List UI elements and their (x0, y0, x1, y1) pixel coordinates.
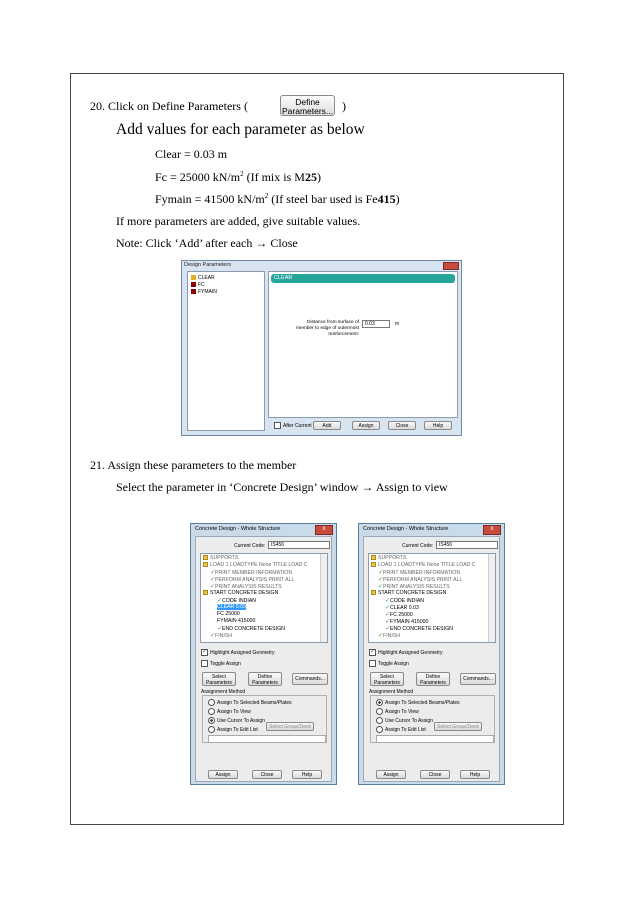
select-group-button[interactable]: Select Group/Deck (266, 722, 314, 731)
panel-header: CLEAR (271, 274, 455, 283)
tree-item[interactable]: START CONCRETE DESIGN (371, 590, 446, 596)
assign-button[interactable]: Assign (208, 770, 238, 779)
close-button[interactable]: Close (420, 770, 450, 779)
assign-button[interactable]: Assign (352, 421, 380, 430)
tree-item[interactable]: ✓PRINT ANALYSIS RESULTS (210, 584, 282, 590)
dialog-title: Design Parameters (184, 262, 232, 268)
clear-value-input[interactable]: 0.03 (362, 320, 390, 328)
assignment-method-label: Assignment Method (201, 689, 246, 695)
add-button[interactable]: Add (313, 421, 341, 430)
more-params-text: If more parameters are added, give suitable values. (116, 214, 361, 228)
tree-item[interactable]: SUPPORTS (203, 555, 238, 561)
step20-prefix: 20. Click on Define Parameters ( (90, 99, 248, 113)
param-item-fc[interactable]: FC (191, 282, 205, 288)
code-label: Current Code: (234, 543, 266, 549)
define-parameters-button-image (280, 95, 335, 116)
tree-item[interactable]: ✓FINISH (210, 633, 233, 639)
button-line1: Define (295, 97, 320, 107)
close-icon[interactable]: x (315, 525, 333, 535)
commands-button[interactable]: Commands... (292, 673, 328, 685)
select-parameters-button[interactable]: Select Parameters (370, 672, 404, 686)
command-tree (368, 553, 496, 643)
select-group-button[interactable]: Select Group/Deck (434, 722, 482, 731)
tree-item[interactable]: ✓FYMAIN 415000 (385, 619, 429, 625)
edit-list-field[interactable] (376, 735, 494, 743)
code-label: Current Code: (402, 543, 434, 549)
tree-item[interactable]: SUPPORTS (371, 555, 406, 561)
close-button[interactable]: Close (388, 421, 416, 430)
tree-item[interactable]: ✓CODE INDIAN (217, 598, 257, 604)
help-button[interactable]: Help (292, 770, 322, 779)
step20-heading: Add values for each parameter as below (116, 121, 365, 138)
tree-item[interactable]: LOAD 1 LOADTYPE None TITLE LOAD C (203, 562, 308, 568)
edit-list-field[interactable] (208, 735, 326, 743)
tree-item[interactable]: ✓END CONCRETE DESIGN (385, 626, 453, 632)
close-button[interactable]: Close (252, 770, 282, 779)
param-fymain: Fymain = 41500 $kN/m^2$ (If steel bar used is Fe415) (155, 192, 400, 206)
toggle-assign-checkbox[interactable]: Toggle Assign (201, 660, 241, 667)
highlight-checkbox[interactable]: ✓ Highlight Assigned Geometry (370, 649, 443, 656)
tree-item[interactable]: ✓PRINT MEMBER INFORMATION (210, 570, 293, 576)
code-select[interactable]: IS456 (436, 541, 498, 549)
tree-item[interactable]: ✓FC 25000 (385, 612, 413, 618)
tree-item[interactable]: ✓PERFORM ANALYSIS PRINT ALL (210, 577, 295, 583)
param-item-clear[interactable]: CLEAR (191, 275, 215, 281)
code-select[interactable]: IS456 (268, 541, 330, 549)
define-parameters-button[interactable]: Define Parameters (248, 672, 282, 686)
radio-selected-beams[interactable]: Assign To Selected Beams/Plates (208, 699, 292, 706)
step21-line2: Select the parameter in ‘Concrete Design’ window → Assign to view (116, 480, 448, 494)
command-tree (200, 553, 328, 643)
radio-edit-list[interactable]: Assign To Edit List (208, 726, 258, 733)
step20-line (90, 99, 248, 114)
parameter-panel (268, 271, 458, 418)
tree-item[interactable]: ✓CODE INDIAN (385, 598, 425, 604)
window-title: Concrete Design - Whole Structure (195, 526, 281, 532)
tree-item[interactable]: LOAD 1 LOADTYPE None TITLE LOAD C (371, 562, 476, 568)
commands-button[interactable]: Commands... (460, 673, 496, 685)
tree-item[interactable]: START CONCRETE DESIGN (203, 590, 278, 596)
highlight-checkbox[interactable]: ✓ Highlight Assigned Geometry (202, 649, 275, 656)
concrete-design-window-2 (358, 523, 505, 785)
window-title: Concrete Design - Whole Structure (363, 526, 449, 532)
help-button[interactable]: Help (424, 421, 452, 430)
tree-item[interactable]: ✓PERFORM ANALYSIS PRINT ALL (378, 577, 463, 583)
concrete-design-window-1 (190, 523, 337, 785)
radio-view[interactable]: Assign To View (376, 708, 419, 715)
param-fc: Fc = 25000 $kN/m^2$ (If mix is M25) (155, 170, 321, 184)
tree-item[interactable]: FC 25000 (217, 611, 240, 617)
toggle-assign-checkbox[interactable]: Toggle Assign (369, 660, 409, 667)
field-label: Distance from surface of member to edge of outermost reinforcement: (296, 320, 359, 337)
radio-selected-beams[interactable]: Assign To Selected Beams/Plates (376, 699, 460, 706)
assign-button[interactable]: Assign (376, 770, 406, 779)
tree-item[interactable]: ✓END CONCRETE DESIGN (217, 626, 285, 632)
button-line2: Parameters... (281, 105, 334, 116)
after-current-checkbox[interactable]: After Current (274, 422, 312, 429)
tree-item[interactable]: ✓PRINT MEMBER INFORMATION (378, 570, 461, 576)
tree-item[interactable]: ✓FINISH (378, 633, 401, 639)
tree-item[interactable]: ✓CLEAR 0.03 (385, 605, 419, 611)
close-icon[interactable]: x (483, 525, 501, 535)
note-text: Note: Click ‘Add’ after each → Close (116, 236, 298, 250)
tree-item-selected[interactable]: CLEAR 0.03 (217, 604, 246, 610)
select-parameters-button[interactable]: Select Parameters (202, 672, 236, 686)
tree-item[interactable]: FYMAIN 415000 (217, 618, 256, 624)
step20-suffix: ) (342, 99, 346, 113)
unit-label: m (395, 321, 400, 327)
radio-cursor[interactable]: Use Cursor To Assign (208, 717, 265, 724)
help-button[interactable]: Help (460, 770, 490, 779)
define-parameters-button[interactable]: Define Parameters (416, 672, 450, 686)
step21-line1: 21. Assign these parameters to the member (90, 458, 297, 472)
radio-view[interactable]: Assign To View (208, 708, 251, 715)
close-icon[interactable] (443, 262, 459, 270)
param-clear: Clear = 0.03 m (155, 147, 228, 161)
radio-edit-list[interactable]: Assign To Edit List (376, 726, 426, 733)
parameter-list (187, 271, 265, 431)
tree-item[interactable]: ✓PRINT ANALYSIS RESULTS (378, 584, 450, 590)
param-item-fymain[interactable]: FYMAIN (191, 289, 217, 295)
radio-cursor[interactable]: Use Cursor To Assign (376, 717, 433, 724)
assignment-method-label: Assignment Method (369, 689, 414, 695)
design-parameters-dialog (181, 260, 462, 436)
